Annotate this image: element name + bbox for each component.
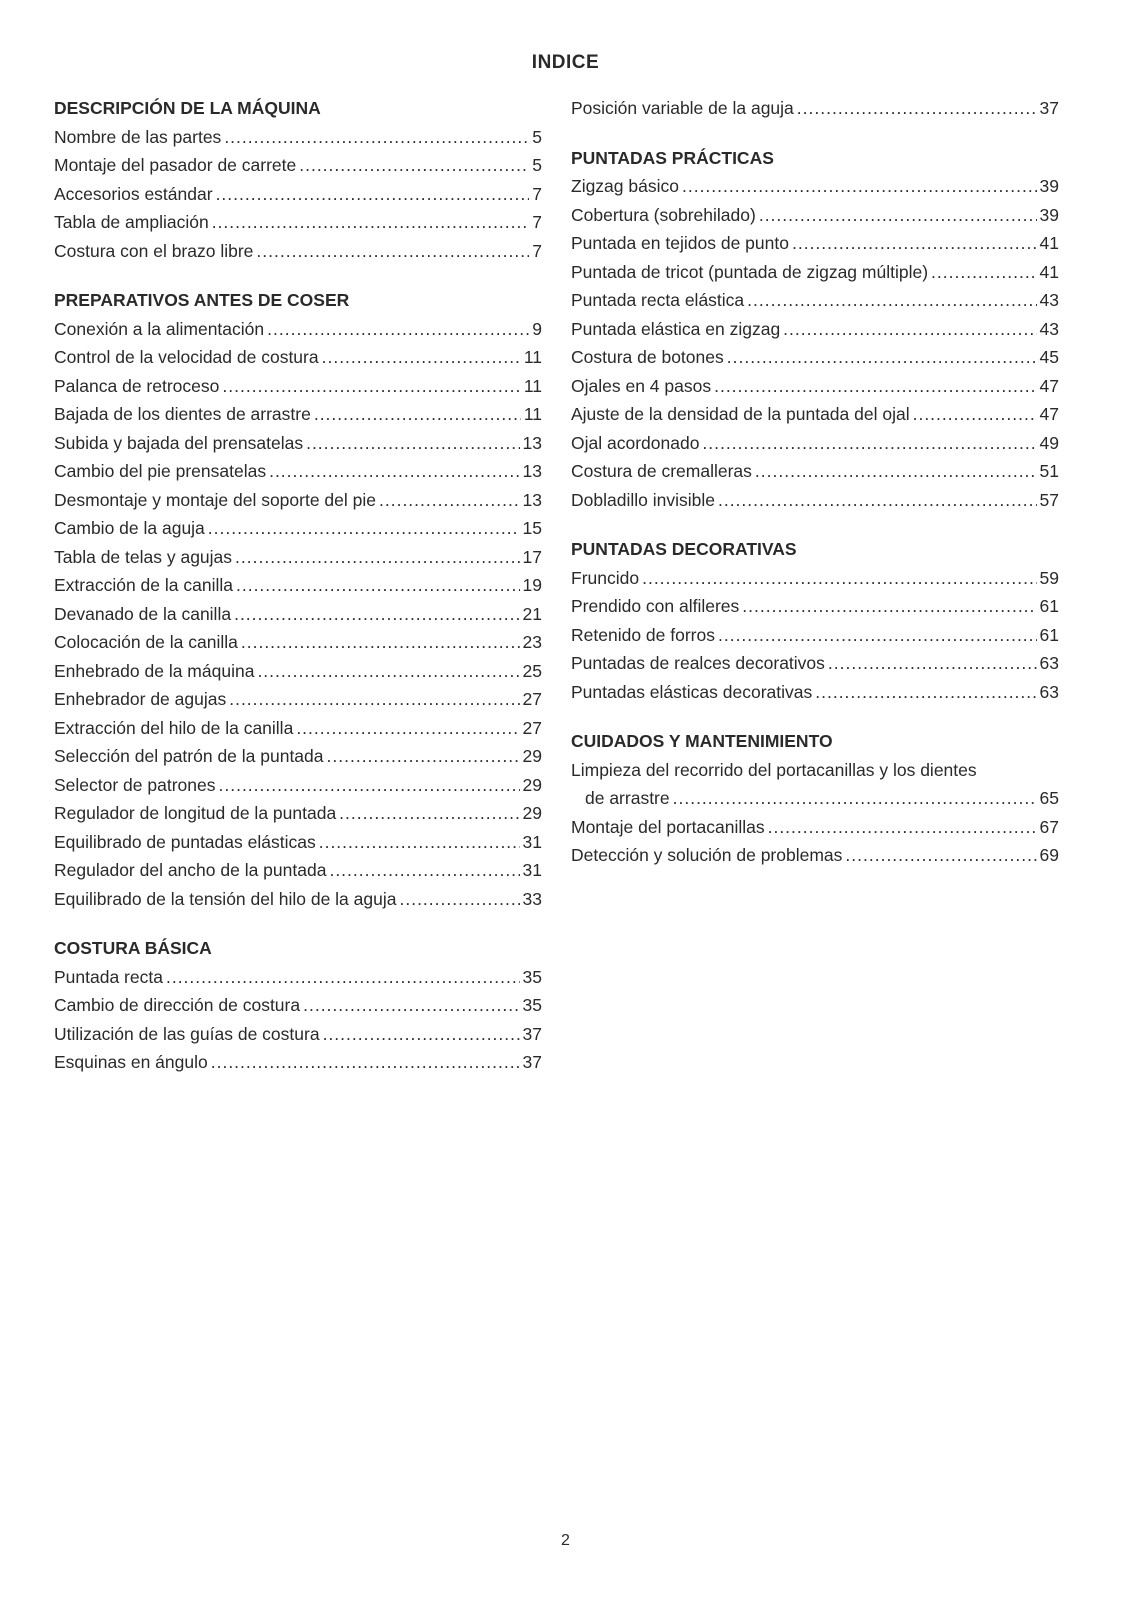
dot-leader — [913, 400, 1037, 429]
dot-leader — [299, 151, 529, 180]
dot-leader — [269, 457, 519, 486]
toc-entry-page: 13 — [522, 461, 542, 481]
toc-section-cuidados-y-mantenimiento — [571, 727, 1059, 870]
toc-entry-page: 11 — [523, 404, 542, 424]
toc-entry-page: 5 — [532, 155, 542, 175]
dot-leader — [216, 180, 530, 209]
toc-entry — [54, 237, 542, 266]
toc-entry-page: 23 — [522, 632, 542, 652]
toc-entry — [54, 714, 542, 743]
dot-leader — [399, 885, 519, 914]
toc-entry-page: 7 — [532, 183, 542, 204]
toc-entry-page: 49 — [1039, 432, 1059, 453]
toc-entry-label: Retenido de forros — [571, 624, 715, 645]
toc-entry — [54, 1048, 542, 1077]
toc-entry — [54, 628, 542, 657]
toc-entry-page: 37 — [522, 1052, 542, 1072]
toc-entry — [571, 343, 1059, 372]
toc-entry — [571, 315, 1059, 344]
toc-entry-page: 31 — [522, 831, 542, 852]
toc-entry — [54, 571, 542, 600]
toc-entry-page: 45 — [1039, 347, 1059, 367]
toc-entry — [54, 885, 542, 914]
toc-entry — [571, 286, 1059, 315]
section-heading: PREPARATIVOS ANTES DE COSER — [54, 290, 350, 310]
dot-leader — [931, 258, 1037, 287]
toc-entry-label: Regulador del ancho de la puntada — [54, 860, 327, 880]
page-number: 2 — [561, 1532, 570, 1549]
toc-entry-label: Extracción del hilo de la canilla — [54, 717, 294, 738]
toc-entry-label: Utilización de las guías de costura — [54, 1023, 320, 1044]
toc-entry-page: 39 — [1039, 204, 1059, 225]
toc-section-preparativos-antes-de-coser — [54, 286, 542, 913]
toc-entry-page: 27 — [522, 689, 542, 709]
toc-entry-label: Zigzag básico — [571, 176, 679, 196]
toc-entry-label: Posición variable de la aguja — [571, 98, 794, 118]
toc-entry — [54, 963, 542, 992]
toc-entry — [54, 742, 542, 771]
dot-leader — [241, 628, 520, 657]
toc-section-descripcion-de-la-maquina — [54, 94, 542, 265]
dot-leader — [323, 1020, 520, 1049]
toc-entry-label: Cambio de dirección de costura — [54, 995, 301, 1015]
section-heading: CUIDADOS Y MANTENIMIENTO — [571, 731, 833, 751]
dot-leader — [673, 784, 1037, 813]
toc-entry-page: 39 — [1039, 176, 1059, 196]
toc-entry-label: Puntada recta — [54, 966, 163, 987]
toc-entry-label: Prendido con alfileres — [571, 596, 740, 616]
toc-entry-page: 41 — [1039, 261, 1059, 282]
toc-entry-label: Devanado de la canilla — [54, 603, 232, 624]
dot-leader — [845, 841, 1036, 870]
dot-leader — [329, 856, 519, 885]
toc-entry-page: 63 — [1039, 653, 1059, 673]
toc-entry-page: 27 — [522, 717, 542, 738]
dot-leader — [714, 372, 1036, 401]
toc-entry-page: 43 — [1039, 290, 1059, 310]
toc-entry-page: 61 — [1039, 624, 1059, 645]
toc-entry-label: de arrastre — [585, 788, 670, 808]
dot-leader — [166, 963, 520, 992]
toc-entry-page: 37 — [1039, 98, 1059, 118]
toc-entry — [571, 400, 1059, 429]
toc-entry-page: 21 — [522, 603, 542, 624]
toc-entry — [571, 678, 1059, 707]
toc-entry-page: 7 — [532, 240, 542, 261]
toc-left-column — [54, 94, 542, 1098]
toc-entry-label: Puntada elástica en zigzag — [571, 318, 781, 339]
toc-entry — [54, 543, 542, 572]
dot-leader — [267, 315, 529, 344]
toc-entry-page: 29 — [522, 746, 542, 766]
toc-entry — [571, 649, 1059, 678]
dot-leader — [339, 799, 519, 828]
toc-entry — [54, 180, 542, 209]
toc-entry-page: 51 — [1039, 461, 1059, 481]
toc-right-column — [571, 94, 1059, 891]
toc-entry-label: Bajada de los dientes de arrastre — [54, 404, 311, 424]
toc-entry — [54, 991, 542, 1020]
dot-leader — [303, 991, 519, 1020]
dot-leader — [256, 237, 529, 266]
dot-leader — [219, 771, 520, 800]
toc-entry-page: 69 — [1039, 845, 1059, 865]
toc-entry — [54, 315, 542, 344]
toc-entry — [54, 685, 542, 714]
toc-entry-page: 65 — [1039, 788, 1059, 808]
toc-entry-page: 13 — [522, 489, 542, 510]
toc-entry-label: Conexión a la alimentación — [54, 318, 265, 339]
dot-leader — [755, 457, 1037, 486]
toc-entry-label: Subida y bajada del prensatelas — [54, 432, 304, 453]
toc-entry — [54, 771, 542, 800]
dot-leader — [792, 229, 1037, 258]
toc-entry-page: 35 — [522, 995, 542, 1015]
page-title: INDICE — [531, 52, 600, 73]
toc-entry — [571, 258, 1059, 287]
toc-entry-label: Costura de cremalleras — [571, 461, 752, 481]
dot-leader — [828, 649, 1037, 678]
toc-entry — [571, 94, 1059, 123]
section-heading: PUNTADAS DECORATIVAS — [571, 539, 797, 559]
toc-entry-label: Desmontaje y montaje del soporte del pie — [54, 489, 376, 510]
toc-entry-page: 11 — [523, 375, 542, 396]
toc-entry — [54, 400, 542, 429]
dot-leader — [222, 372, 520, 401]
toc-entry-label: Costura con el brazo libre — [54, 240, 254, 261]
toc-entry — [54, 343, 542, 372]
toc-entry-label: Selector de patrones — [54, 774, 216, 795]
toc-entry-page: 29 — [522, 803, 542, 823]
toc-entry-label: Dobladillo invisible — [571, 489, 715, 510]
dot-leader — [702, 429, 1036, 458]
dot-leader — [229, 685, 519, 714]
dot-leader — [236, 571, 520, 600]
toc-entry — [571, 457, 1059, 486]
toc-entry-label: Puntada recta elástica — [571, 290, 745, 310]
dot-leader — [212, 208, 530, 237]
toc-entry-page: 43 — [1039, 318, 1059, 339]
toc-entry — [54, 457, 542, 486]
toc-entry — [54, 600, 542, 629]
toc-entry-page: 9 — [532, 318, 542, 339]
toc-entry-page: 47 — [1039, 404, 1059, 424]
toc-entry — [571, 841, 1059, 870]
toc-entry — [571, 784, 1059, 813]
toc-entry-label: Equilibrado de la tensión del hilo de la aguja — [54, 888, 397, 909]
dot-leader — [257, 657, 519, 686]
dot-leader — [718, 621, 1037, 650]
toc-entry-label: Enhebrador de agujas — [54, 689, 227, 709]
toc-entry-page: 7 — [532, 212, 542, 232]
toc-entry-page: 29 — [522, 774, 542, 795]
toc-entry-label: Puntada en tejidos de punto — [571, 233, 789, 253]
toc-entry-label: Detección y solución de problemas — [571, 845, 843, 865]
toc-entry-page: 19 — [522, 575, 542, 595]
dot-leader — [235, 543, 519, 572]
toc-entry-page: 5 — [532, 126, 542, 147]
toc-entry-label: Equilibrado de puntadas elásticas — [54, 831, 316, 852]
toc-entry-label: Tabla de telas y agujas — [54, 546, 233, 567]
dot-leader — [234, 600, 519, 629]
toc-entry — [54, 856, 542, 885]
toc-entry — [54, 514, 542, 543]
toc-entry-label: Esquinas en ángulo — [54, 1052, 208, 1072]
toc-entry-label: Ojales en 4 pasos — [571, 375, 712, 396]
toc-entry-page: 15 — [522, 518, 542, 538]
toc-entry-page: 31 — [522, 860, 542, 880]
toc-entry-label: Montaje del portacanillas — [571, 816, 765, 837]
toc-entry-label: Selección del patrón de la puntada — [54, 746, 324, 766]
toc-entry-label: Puntadas elásticas decorativas — [571, 681, 813, 702]
toc-entry-label: Accesorios estándar — [54, 183, 213, 204]
toc-entry-label: Cambio de la aguja — [54, 518, 205, 538]
toc-entry-page: 25 — [522, 660, 542, 681]
section-heading: PUNTADAS PRÁCTICAS — [571, 147, 774, 168]
toc-entry — [54, 208, 542, 237]
toc-entry — [571, 486, 1059, 515]
dot-leader — [642, 564, 1036, 593]
toc-entry — [54, 372, 542, 401]
toc-entry — [571, 229, 1059, 258]
toc-entry — [571, 813, 1059, 842]
dot-leader — [815, 678, 1036, 707]
toc-entry-label: Enhebrado de la máquina — [54, 660, 255, 681]
dot-leader — [768, 813, 1037, 842]
toc-entry — [54, 429, 542, 458]
toc-entry — [54, 486, 542, 515]
toc-entry-page: 61 — [1039, 596, 1059, 616]
toc-entry-page: 41 — [1039, 233, 1059, 253]
dot-leader — [682, 172, 1037, 201]
dot-leader — [208, 514, 520, 543]
toc-entry-label: Ojal acordonado — [571, 432, 700, 453]
toc-entry-label: Regulador de longitud de la puntada — [54, 803, 337, 823]
toc-entry-page: 11 — [523, 347, 542, 367]
dot-leader — [747, 286, 1036, 315]
toc-entry — [571, 372, 1059, 401]
toc-entry — [54, 828, 542, 857]
dot-leader — [797, 94, 1037, 123]
toc-entry-label: Tabla de ampliación — [54, 212, 209, 232]
dot-leader — [314, 400, 521, 429]
toc-entry-label: Costura de botones — [571, 347, 724, 367]
dot-leader — [296, 714, 519, 743]
toc-entry-label: Fruncido — [571, 567, 640, 588]
toc-entry-page: 57 — [1039, 489, 1059, 510]
toc-entry-label: Nombre de las partes — [54, 126, 222, 147]
toc-entry-label: Puntadas de realces decorativos — [571, 653, 825, 673]
toc-entry — [54, 799, 542, 828]
toc-entry-label: Cambio del pie prensatelas — [54, 461, 267, 481]
dot-leader — [742, 592, 1036, 621]
toc-entry-label: Limpieza del recorrido del portacanillas y los dientes — [571, 759, 977, 780]
toc-entry — [571, 564, 1059, 593]
dot-leader — [727, 343, 1037, 372]
toc-entry — [571, 592, 1059, 621]
toc-entry-label: Palanca de retroceso — [54, 375, 220, 396]
toc-entry — [571, 621, 1059, 650]
toc-entry-page: 63 — [1039, 681, 1059, 702]
dot-leader — [327, 742, 520, 771]
dot-leader — [306, 429, 519, 458]
toc-entry-page: 13 — [522, 432, 542, 453]
dot-leader — [322, 343, 521, 372]
toc-section-puntadas-practicas — [571, 144, 1059, 515]
toc-entry-page: 47 — [1039, 375, 1059, 396]
toc-entry-label: Montaje del pasador de carrete — [54, 155, 297, 175]
toc-entry-page: 37 — [522, 1023, 542, 1044]
toc-entry-label: Extracción de la canilla — [54, 575, 233, 595]
section-heading: DESCRIPCIÓN DE LA MÁQUINA — [54, 98, 321, 118]
toc-entry-page: 17 — [522, 546, 542, 567]
toc-entry-page: 35 — [522, 966, 542, 987]
toc-entry-label: Puntada de tricot (puntada de zigzag múltiple) — [571, 261, 929, 282]
dot-leader — [211, 1048, 520, 1077]
toc-entry-label: Control de la velocidad de costura — [54, 347, 319, 367]
toc-entry-label: Cobertura (sobrehilado) — [571, 204, 756, 225]
toc-entry — [571, 172, 1059, 201]
toc-entry-page: 33 — [522, 888, 542, 909]
toc-entry — [54, 123, 542, 152]
toc-section-continued — [571, 94, 1059, 123]
dot-leader — [224, 123, 529, 152]
dot-leader — [379, 486, 520, 515]
toc-entry — [571, 429, 1059, 458]
dot-leader — [759, 201, 1037, 230]
toc-entry — [54, 151, 542, 180]
toc-entry-label: Ajuste de la densidad de la puntada del ojal — [571, 404, 910, 424]
toc-entry-page: 59 — [1039, 567, 1059, 588]
toc-entry — [54, 1020, 542, 1049]
toc-entry-label: Colocación de la canilla — [54, 632, 238, 652]
toc-entry-page: 67 — [1039, 816, 1059, 837]
dot-leader — [718, 486, 1037, 515]
section-heading: COSTURA BÁSICA — [54, 938, 212, 958]
dot-leader — [319, 828, 520, 857]
toc-entry — [571, 201, 1059, 230]
toc-section-costura-basica — [54, 934, 542, 1077]
dot-leader — [783, 315, 1036, 344]
toc-entry — [54, 657, 542, 686]
toc-section-puntadas-decorativas — [571, 535, 1059, 706]
